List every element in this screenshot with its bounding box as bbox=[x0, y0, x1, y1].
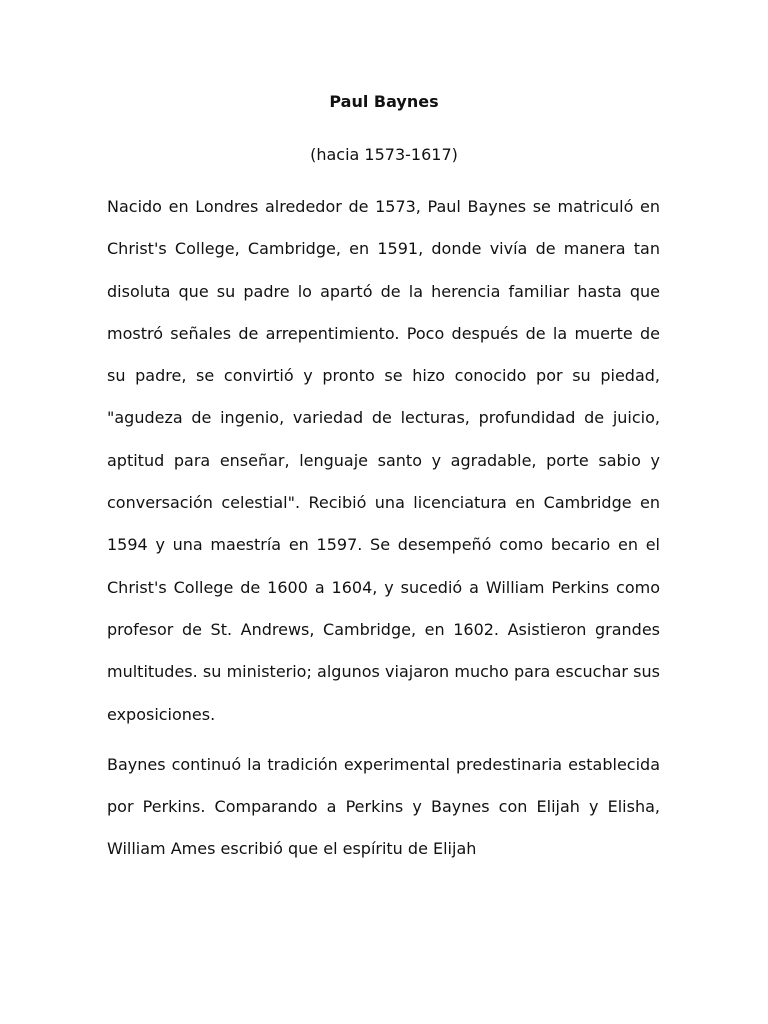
paragraph-1: Nacido en Londres alrededor de 1573, Paul Baynes se matriculó en Christ's College, Cambridge, en 1591, donde vivía de manera tan disoluta que su padre lo apartó de la herencia familiar hasta que mostró señales de arrepentimiento. Poco después de la muerte de su padre, se convirtió y pronto se hizo conocido por su piedad, "agudeza de ingenio, variedad de lecturas, profundidad de juicio, aptitud para enseñar, lenguaje santo y agradable, porte sabio y conversación celestial". Recibió una licenciatura en Cambridge en 1594 y una maestría en 1597. Se desempeñó como becario en el Christ's College de 1600 a 1604, y sucedió a William Perkins como profesor de St. Andrews, Cambridge, en 1602. Asistieron grandes multitudes. su ministerio; algunos viajaron mucho para escuchar sus exposiciones. bbox=[107, 197, 660, 724]
document-body bbox=[107, 186, 660, 879]
document-subtitle: (hacia 1573-1617) bbox=[310, 145, 458, 164]
paragraph-2: Baynes continuó la tradición experimental predestinaria establecida por Perkins. Comparando a Perkins y Baynes con Elijah y Elisha, William Ames escribió que el espíritu de Elijah bbox=[107, 754, 660, 859]
document-title: Paul Baynes bbox=[329, 92, 439, 111]
